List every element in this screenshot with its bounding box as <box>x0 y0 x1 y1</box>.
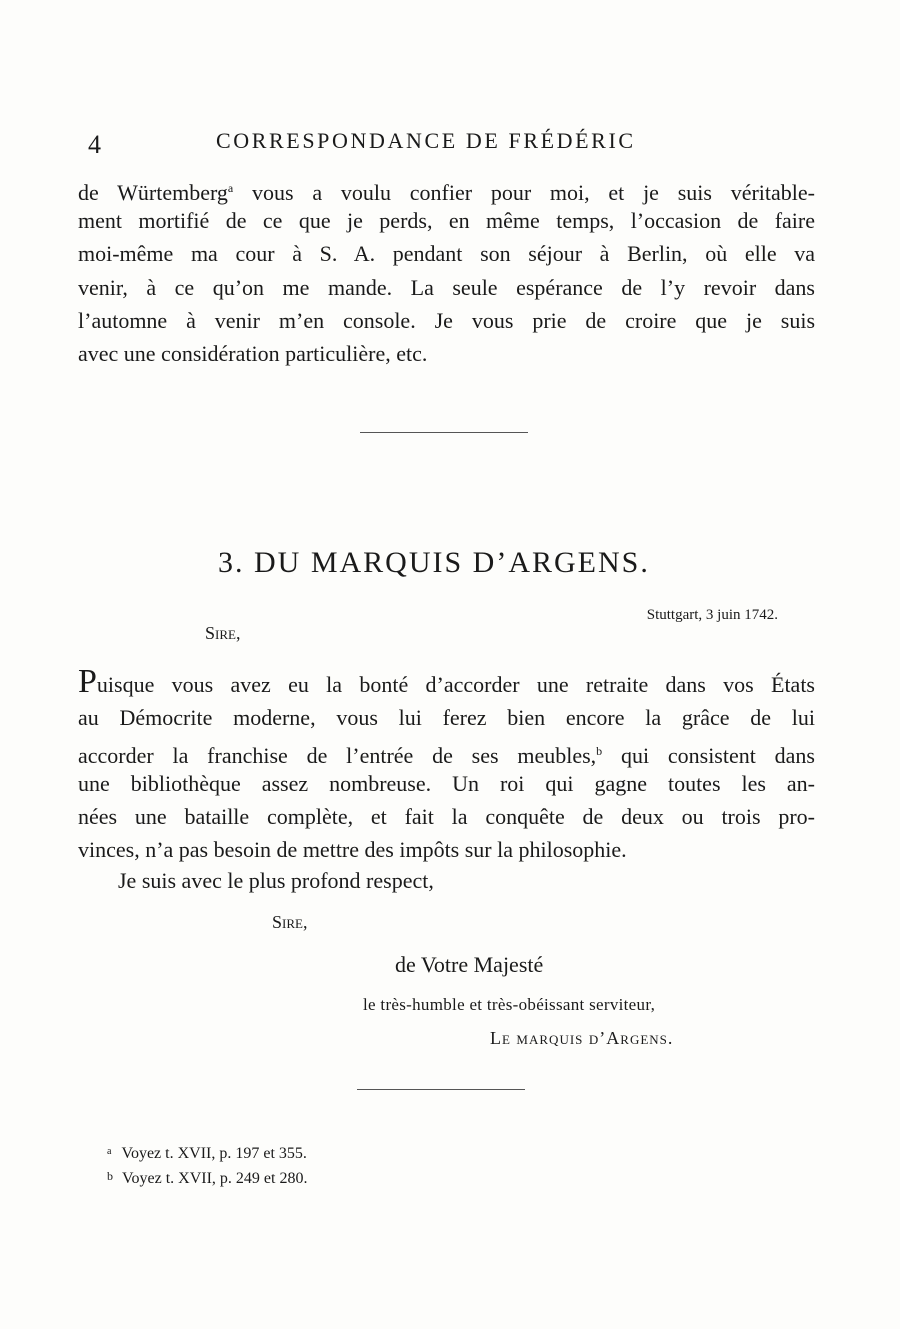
dateline: Stuttgart, 3 juin 1742. <box>646 607 778 623</box>
text-line: venir, à ce qu’on me mande. La seule espérance de l’y revoir dans <box>78 275 815 300</box>
signature: Le marquis d’Argens. <box>490 1028 674 1048</box>
text-line: Puisque vous avez eu la bonté d’accorder une retraite dans vos États <box>78 663 815 700</box>
votre-majeste: de Votre Majesté <box>395 952 544 977</box>
text-line: au Démocrite moderne, vous lui ferez bien encore la grâce de lui <box>78 705 815 730</box>
text-line: ment mortifié de ce que je perds, en même temps, l’occasion de faire <box>78 208 815 233</box>
text-line: moi-même ma cour à S. A. pendant son séjour à Berlin, où elle va <box>78 241 815 266</box>
text-line: une bibliothèque assez nombreuse. Un roi qui gagne toutes les an- <box>78 771 815 796</box>
text-line: l’automne à venir m’en console. Je vous prie de croire que je suis <box>78 308 815 333</box>
drop-initial: P <box>78 663 97 700</box>
footnote: b Voyez t. XVII, p. 249 et 280. <box>107 1169 308 1187</box>
text-line: vinces, n’a pas besoin de mettre des impôts sur la philosophie. <box>78 837 627 862</box>
servant-line: le très-humble et très-obéissant serviteur, <box>363 995 656 1014</box>
text-line: accorder la franchise de l’entrée de ses meubles,$^b$ qui consistent dans <box>78 743 815 768</box>
closing-salutation: Sire, <box>272 912 308 932</box>
footnote-ref[interactable]: a <box>227 181 234 195</box>
section-divider <box>360 432 528 433</box>
closing: Je suis avec le plus profond respect, <box>118 868 434 893</box>
letter-heading: 3. DU MARQUIS D’ARGENS. <box>218 546 650 579</box>
footnote: $^a$ Voyez t. XVII, p. 197 et 355. <box>107 1145 307 1162</box>
running-title: CORRESPONDANCE DE FRÉDÉRIC <box>216 128 636 153</box>
text-line: avec une considération particulière, etc. <box>78 341 428 366</box>
text-line: nées une bataille complète, et fait la conquête de deux ou trois pro- <box>78 804 815 829</box>
footnote-ref[interactable]: b <box>596 744 603 758</box>
text-line: de Würtemberg$^a$ vous a voulu confier pour moi, et je suis véritable- <box>78 180 816 205</box>
page-number: 4 <box>88 130 101 159</box>
salutation: Sire, <box>205 623 241 643</box>
footnote-divider <box>357 1089 525 1090</box>
